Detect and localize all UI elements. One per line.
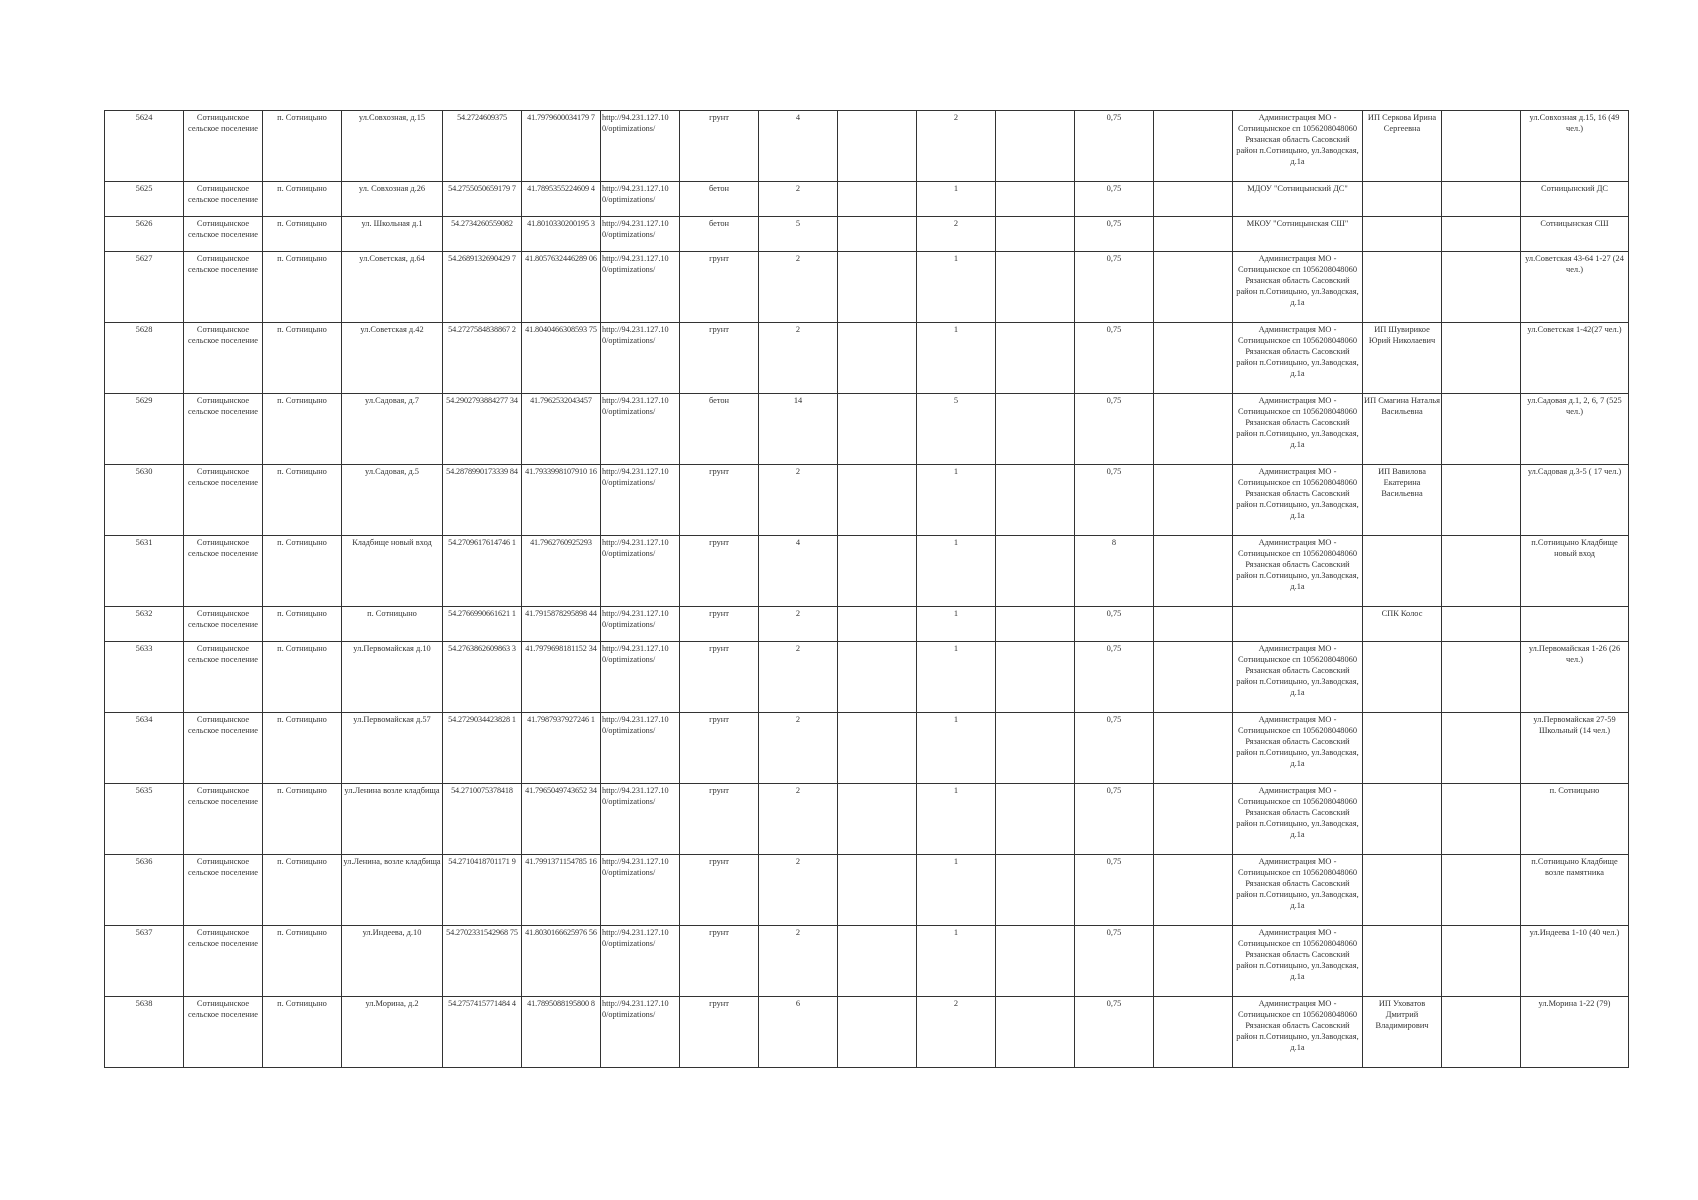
cell-locality: п. Сотницыно xyxy=(263,926,342,997)
cell-latitude: 54.2729034423828 1 xyxy=(443,713,522,784)
cell-empty xyxy=(996,217,1075,252)
cell-latitude: 54.2902793884277 34 xyxy=(443,394,522,465)
table-row xyxy=(105,855,1629,926)
cell-waste-source: Сотницынский ДС xyxy=(1521,182,1629,217)
cell-operator xyxy=(1363,784,1442,855)
cell-settlement: Сотницынское сельское поселение xyxy=(184,217,263,252)
cell-empty xyxy=(996,855,1075,926)
cell-container-count: 2 xyxy=(917,217,996,252)
cell-owner: Администрация МО - Сотницынское сп 1056208048060 Рязанская область Сасовский район п.Сотницыно, ул.Заводская, д.1а xyxy=(1233,926,1363,997)
cell-waste-source: ул.Первомайская 27-59 Школьный (14 чел.) xyxy=(1521,713,1629,784)
cell-address: п. Сотницыно xyxy=(342,607,443,642)
cell-surface-type: грунт xyxy=(680,855,759,926)
cell-site-number: 5626 xyxy=(105,217,184,252)
cell-container-count: 5 xyxy=(917,394,996,465)
table-row xyxy=(105,713,1629,784)
cell-owner: Администрация МО - Сотницынское сп 1056208048060 Рязанская область Сасовский район п.Сотницыно, ул.Заводская, д.1а xyxy=(1233,465,1363,536)
cell-surface-type: грунт xyxy=(680,465,759,536)
cell-owner: Администрация МО - Сотницынское сп 1056208048060 Рязанская область Сасовский район п.Сотницыно, ул.Заводская, д.1а xyxy=(1233,997,1363,1068)
cell-container-volume: 0,75 xyxy=(1075,607,1154,642)
table-row xyxy=(105,997,1629,1068)
cell-longitude: 41.8030166625976 56 xyxy=(522,926,601,997)
cell-settlement: Сотницынское сельское поселение xyxy=(184,997,263,1068)
cell-owner: Администрация МО - Сотницынское сп 1056208048060 Рязанская область Сасовский район п.Сотницыно, ул.Заводская, д.1а xyxy=(1233,111,1363,182)
cell-operator: ИП Смагина Наталья Васильевна xyxy=(1363,394,1442,465)
cell-map-link: http://94.231.127.10 0/optimizations/ xyxy=(601,855,680,926)
cell-surface-type: грунт xyxy=(680,607,759,642)
cell-waste-source: ул.Индеева 1-10 (40 чел.) xyxy=(1521,926,1629,997)
cell-empty xyxy=(1154,111,1233,182)
cell-map-link: http://94.231.127.10 0/optimizations/ xyxy=(601,182,680,217)
cell-locality: п. Сотницыно xyxy=(263,394,342,465)
cell-operator xyxy=(1363,536,1442,607)
cell-area: 14 xyxy=(759,394,838,465)
cell-site-number: 5634 xyxy=(105,713,184,784)
cell-address: ул. Совхозная д.26 xyxy=(342,182,443,217)
cell-longitude: 41.7895088195800 8 xyxy=(522,997,601,1068)
cell-map-link: http://94.231.127.10 0/optimizations/ xyxy=(601,784,680,855)
cell-container-volume: 0,75 xyxy=(1075,217,1154,252)
cell-empty xyxy=(1154,926,1233,997)
cell-operator: СПК Колос xyxy=(1363,607,1442,642)
cell-map-link: http://94.231.127.10 0/optimizations/ xyxy=(601,252,680,323)
cell-settlement: Сотницынское сельское поселение xyxy=(184,111,263,182)
cell-empty xyxy=(1442,997,1521,1068)
cell-settlement: Сотницынское сельское поселение xyxy=(184,926,263,997)
cell-container-count: 1 xyxy=(917,926,996,997)
cell-address: ул.Морина, д.2 xyxy=(342,997,443,1068)
cell-empty xyxy=(838,855,917,926)
cell-empty xyxy=(838,217,917,252)
cell-site-number: 5636 xyxy=(105,855,184,926)
cell-address: ул.Ленина возле кладбища xyxy=(342,784,443,855)
cell-container-count: 2 xyxy=(917,111,996,182)
cell-settlement: Сотницынское сельское поселение xyxy=(184,323,263,394)
cell-empty xyxy=(1442,465,1521,536)
cell-address: ул.Ленина, возле кладбища xyxy=(342,855,443,926)
cell-container-volume: 8 xyxy=(1075,536,1154,607)
cell-map-link: http://94.231.127.10 0/optimizations/ xyxy=(601,607,680,642)
cell-empty xyxy=(1442,713,1521,784)
cell-area: 4 xyxy=(759,111,838,182)
cell-longitude: 41.7979600034179 7 xyxy=(522,111,601,182)
cell-empty xyxy=(838,465,917,536)
cell-locality: п. Сотницыно xyxy=(263,536,342,607)
cell-site-number: 5638 xyxy=(105,997,184,1068)
cell-site-number: 5630 xyxy=(105,465,184,536)
cell-area: 2 xyxy=(759,784,838,855)
cell-empty xyxy=(838,607,917,642)
cell-owner: Администрация МО - Сотницынское сп 1056208048060 Рязанская область Сасовский район п.Сотницыно, ул.Заводская, д.1а xyxy=(1233,536,1363,607)
cell-waste-source: п. Сотницыно xyxy=(1521,784,1629,855)
cell-empty xyxy=(996,997,1075,1068)
cell-container-count: 1 xyxy=(917,642,996,713)
cell-surface-type: грунт xyxy=(680,713,759,784)
cell-address: ул. Школьная д.1 xyxy=(342,217,443,252)
cell-empty xyxy=(1442,784,1521,855)
cell-empty xyxy=(1154,642,1233,713)
cell-longitude: 41.7962760925293 xyxy=(522,536,601,607)
cell-empty xyxy=(996,323,1075,394)
cell-container-volume: 0,75 xyxy=(1075,182,1154,217)
table-row xyxy=(105,252,1629,323)
cell-owner: Администрация МО - Сотницынское сп 1056208048060 Рязанская область Сасовский район п.Сотницыно, ул.Заводская, д.1а xyxy=(1233,252,1363,323)
cell-area: 4 xyxy=(759,536,838,607)
cell-empty xyxy=(1154,997,1233,1068)
cell-settlement: Сотницынское сельское поселение xyxy=(184,855,263,926)
cell-operator xyxy=(1363,182,1442,217)
cell-empty xyxy=(838,111,917,182)
cell-locality: п. Сотницыно xyxy=(263,323,342,394)
cell-empty xyxy=(838,713,917,784)
cell-address: ул.Садовая, д.5 xyxy=(342,465,443,536)
cell-empty xyxy=(1154,182,1233,217)
cell-map-link: http://94.231.127.10 0/optimizations/ xyxy=(601,536,680,607)
cell-map-link: http://94.231.127.10 0/optimizations/ xyxy=(601,926,680,997)
cell-site-number: 5637 xyxy=(105,926,184,997)
cell-address: ул.Садовая, д.7 xyxy=(342,394,443,465)
cell-operator xyxy=(1363,855,1442,926)
cell-area: 2 xyxy=(759,926,838,997)
cell-empty xyxy=(838,536,917,607)
cell-operator xyxy=(1363,252,1442,323)
cell-site-number: 5627 xyxy=(105,252,184,323)
cell-address: ул.Первомайская д.10 xyxy=(342,642,443,713)
cell-container-count: 2 xyxy=(917,997,996,1068)
cell-latitude: 54.2755050659179 7 xyxy=(443,182,522,217)
cell-empty xyxy=(1442,111,1521,182)
cell-empty xyxy=(996,926,1075,997)
cell-waste-source xyxy=(1521,607,1629,642)
cell-settlement: Сотницынское сельское поселение xyxy=(184,713,263,784)
cell-latitude: 54.2710075378418 xyxy=(443,784,522,855)
table-row xyxy=(105,642,1629,713)
cell-operator: ИП Шувирикое Юрий Николаевич xyxy=(1363,323,1442,394)
table-row xyxy=(105,784,1629,855)
cell-container-volume: 0,75 xyxy=(1075,997,1154,1068)
cell-site-number: 5632 xyxy=(105,607,184,642)
cell-empty xyxy=(838,182,917,217)
cell-container-volume: 0,75 xyxy=(1075,926,1154,997)
cell-owner xyxy=(1233,607,1363,642)
cell-owner: Администрация МО - Сотницынское сп 1056208048060 Рязанская область Сасовский район п.Сотницыно, ул.Заводская, д.1а xyxy=(1233,323,1363,394)
cell-locality: п. Сотницыно xyxy=(263,784,342,855)
cell-site-number: 5625 xyxy=(105,182,184,217)
cell-operator xyxy=(1363,713,1442,784)
cell-settlement: Сотницынское сельское поселение xyxy=(184,252,263,323)
cell-owner: МКОУ "Сотницынская СШ" xyxy=(1233,217,1363,252)
cell-container-volume: 0,75 xyxy=(1075,713,1154,784)
cell-empty xyxy=(838,926,917,997)
cell-container-volume: 0,75 xyxy=(1075,465,1154,536)
cell-locality: п. Сотницыно xyxy=(263,713,342,784)
cell-waste-source: ул.Садовая д.1, 2, 6, 7 (525 чел.) xyxy=(1521,394,1629,465)
cell-locality: п. Сотницыно xyxy=(263,855,342,926)
cell-latitude: 54.2734260559082 xyxy=(443,217,522,252)
cell-waste-source: п.Сотницыно Кладбище возле памятника xyxy=(1521,855,1629,926)
cell-empty xyxy=(996,784,1075,855)
table-row xyxy=(105,607,1629,642)
cell-operator: ИП Вавилова Екатерина Васильевна xyxy=(1363,465,1442,536)
cell-settlement: Сотницынское сельское поселение xyxy=(184,642,263,713)
cell-container-count: 1 xyxy=(917,855,996,926)
cell-waste-source: Сотницынская СШ xyxy=(1521,217,1629,252)
cell-owner: МДОУ "Сотницынский ДС" xyxy=(1233,182,1363,217)
cell-latitude: 54.2878990173339 84 xyxy=(443,465,522,536)
cell-latitude: 54.2727584838867 2 xyxy=(443,323,522,394)
cell-waste-source: ул.Морина 1-22 (79) xyxy=(1521,997,1629,1068)
cell-longitude: 41.7979698181152 34 xyxy=(522,642,601,713)
cell-empty xyxy=(996,465,1075,536)
cell-address: Кладбище новый вход xyxy=(342,536,443,607)
cell-longitude: 41.7915878295898 44 xyxy=(522,607,601,642)
cell-longitude: 41.8040466308593 75 xyxy=(522,323,601,394)
cell-empty xyxy=(1442,182,1521,217)
cell-waste-source: ул.Садовая д.3-5 ( 17 чел.) xyxy=(1521,465,1629,536)
cell-map-link: http://94.231.127.10 0/optimizations/ xyxy=(601,997,680,1068)
cell-empty xyxy=(1154,394,1233,465)
cell-empty xyxy=(996,713,1075,784)
cell-surface-type: грунт xyxy=(680,926,759,997)
cell-empty xyxy=(1442,536,1521,607)
cell-site-number: 5631 xyxy=(105,536,184,607)
table-row xyxy=(105,926,1629,997)
cell-waste-source: ул.Советская 43-64 1-27 (24 чел.) xyxy=(1521,252,1629,323)
cell-owner: Администрация МО - Сотницынское сп 1056208048060 Рязанская область Сасовский район п.Сотницыно, ул.Заводская, д.1а xyxy=(1233,713,1363,784)
cell-map-link: http://94.231.127.10 0/optimizations/ xyxy=(601,394,680,465)
cell-empty xyxy=(996,252,1075,323)
cell-latitude: 54.2763862609863 3 xyxy=(443,642,522,713)
cell-locality: п. Сотницыно xyxy=(263,182,342,217)
cell-owner: Администрация МО - Сотницынское сп 1056208048060 Рязанская область Сасовский район п.Сотницыно, ул.Заводская, д.1а xyxy=(1233,642,1363,713)
cell-map-link: http://94.231.127.10 0/optimizations/ xyxy=(601,323,680,394)
cell-map-link: http://94.231.127.10 0/optimizations/ xyxy=(601,217,680,252)
cell-empty xyxy=(1154,713,1233,784)
table-row xyxy=(105,536,1629,607)
cell-latitude: 54.2709617614746 1 xyxy=(443,536,522,607)
cell-container-count: 1 xyxy=(917,784,996,855)
cell-waste-source: ул.Совхозная д.15, 16 (49 чел.) xyxy=(1521,111,1629,182)
cell-latitude: 54.2724609375 xyxy=(443,111,522,182)
cell-locality: п. Сотницыно xyxy=(263,252,342,323)
cell-surface-type: бетон xyxy=(680,394,759,465)
cell-empty xyxy=(1442,323,1521,394)
cell-site-number: 5635 xyxy=(105,784,184,855)
cell-container-volume: 0,75 xyxy=(1075,252,1154,323)
table-row xyxy=(105,323,1629,394)
cell-settlement: Сотницынское сельское поселение xyxy=(184,784,263,855)
cell-empty xyxy=(996,182,1075,217)
table-row xyxy=(105,394,1629,465)
cell-locality: п. Сотницыно xyxy=(263,465,342,536)
table-row xyxy=(105,111,1629,182)
cell-site-number: 5629 xyxy=(105,394,184,465)
cell-settlement: Сотницынское сельское поселение xyxy=(184,465,263,536)
cell-surface-type: грунт xyxy=(680,642,759,713)
cell-map-link: http://94.231.127.10 0/optimizations/ xyxy=(601,642,680,713)
cell-empty xyxy=(996,394,1075,465)
cell-address: ул.Советская, д.64 xyxy=(342,252,443,323)
cell-longitude: 41.8057632446289 06 xyxy=(522,252,601,323)
cell-surface-type: грунт xyxy=(680,111,759,182)
cell-latitude: 54.2710418701171 9 xyxy=(443,855,522,926)
cell-container-count: 1 xyxy=(917,323,996,394)
cell-site-number: 5633 xyxy=(105,642,184,713)
cell-empty xyxy=(1442,926,1521,997)
cell-container-count: 1 xyxy=(917,252,996,323)
cell-container-count: 1 xyxy=(917,182,996,217)
cell-operator xyxy=(1363,642,1442,713)
cell-address: ул.Первомайская д.57 xyxy=(342,713,443,784)
cell-surface-type: грунт xyxy=(680,997,759,1068)
cell-map-link: http://94.231.127.10 0/optimizations/ xyxy=(601,713,680,784)
table-row xyxy=(105,182,1629,217)
cell-longitude: 41.7962532043457 xyxy=(522,394,601,465)
cell-empty xyxy=(1154,465,1233,536)
cell-surface-type: грунт xyxy=(680,784,759,855)
cell-area: 2 xyxy=(759,607,838,642)
cell-container-count: 1 xyxy=(917,713,996,784)
cell-empty xyxy=(1154,217,1233,252)
cell-area: 6 xyxy=(759,997,838,1068)
cell-locality: п. Сотницыно xyxy=(263,607,342,642)
cell-container-volume: 0,75 xyxy=(1075,323,1154,394)
cell-locality: п. Сотницыно xyxy=(263,111,342,182)
cell-surface-type: грунт xyxy=(680,252,759,323)
cell-area: 2 xyxy=(759,465,838,536)
cell-owner: Администрация МО - Сотницынское сп 1056208048060 Рязанская область Сасовский район п.Сотницыно, ул.Заводская, д.1а xyxy=(1233,855,1363,926)
registry-body xyxy=(105,111,1629,1068)
cell-owner: Администрация МО - Сотницынское сп 1056208048060 Рязанская область Сасовский район п.Сотницыно, ул.Заводская, д.1а xyxy=(1233,394,1363,465)
cell-area: 2 xyxy=(759,252,838,323)
cell-longitude: 41.7987937927246 1 xyxy=(522,713,601,784)
cell-waste-source: п.Сотницыно Кладбище новый вход xyxy=(1521,536,1629,607)
cell-area: 2 xyxy=(759,323,838,394)
cell-latitude: 54.2702331542968 75 xyxy=(443,926,522,997)
cell-empty xyxy=(1442,252,1521,323)
cell-longitude: 41.7933998107910 16 xyxy=(522,465,601,536)
cell-locality: п. Сотницыно xyxy=(263,217,342,252)
cell-empty xyxy=(1442,217,1521,252)
cell-longitude: 41.8010330200195 3 xyxy=(522,217,601,252)
cell-locality: п. Сотницыно xyxy=(263,997,342,1068)
cell-container-count: 1 xyxy=(917,465,996,536)
cell-empty xyxy=(996,642,1075,713)
cell-site-number: 5628 xyxy=(105,323,184,394)
cell-container-volume: 0,75 xyxy=(1075,855,1154,926)
cell-empty xyxy=(1154,323,1233,394)
cell-area: 2 xyxy=(759,713,838,784)
cell-empty xyxy=(838,323,917,394)
cell-settlement: Сотницынское сельское поселение xyxy=(184,536,263,607)
cell-longitude: 41.7965049743652 34 xyxy=(522,784,601,855)
cell-empty xyxy=(838,642,917,713)
document-sheet xyxy=(104,110,1624,1068)
cell-empty xyxy=(1442,394,1521,465)
cell-site-number: 5624 xyxy=(105,111,184,182)
cell-container-volume: 0,75 xyxy=(1075,784,1154,855)
table-row xyxy=(105,465,1629,536)
cell-container-count: 1 xyxy=(917,536,996,607)
cell-surface-type: грунт xyxy=(680,323,759,394)
cell-empty xyxy=(838,252,917,323)
cell-settlement: Сотницынское сельское поселение xyxy=(184,607,263,642)
cell-operator: ИП Серкова Ирина Сергеевна xyxy=(1363,111,1442,182)
cell-latitude: 54.2766990661621 1 xyxy=(443,607,522,642)
cell-map-link: http://94.231.127.10 0/optimizations/ xyxy=(601,111,680,182)
cell-area: 5 xyxy=(759,217,838,252)
cell-address: ул.Совхозная, д.15 xyxy=(342,111,443,182)
cell-container-count: 1 xyxy=(917,607,996,642)
cell-area: 2 xyxy=(759,855,838,926)
cell-operator xyxy=(1363,926,1442,997)
cell-empty xyxy=(1154,855,1233,926)
cell-waste-source: ул.Советская 1-42(27 чел.) xyxy=(1521,323,1629,394)
cell-operator xyxy=(1363,217,1442,252)
cell-area: 2 xyxy=(759,642,838,713)
cell-empty xyxy=(1442,855,1521,926)
cell-empty xyxy=(1442,607,1521,642)
waste-site-registry-table xyxy=(104,110,1629,1068)
cell-settlement: Сотницынское сельское поселение xyxy=(184,182,263,217)
cell-surface-type: бетон xyxy=(680,182,759,217)
cell-empty xyxy=(838,394,917,465)
cell-latitude: 54.2757415771484 4 xyxy=(443,997,522,1068)
cell-empty xyxy=(1154,607,1233,642)
cell-area: 2 xyxy=(759,182,838,217)
cell-empty xyxy=(838,997,917,1068)
cell-operator: ИП Уховатов Дмитрий Владимирович xyxy=(1363,997,1442,1068)
cell-container-volume: 0,75 xyxy=(1075,111,1154,182)
cell-settlement: Сотницынское сельское поселение xyxy=(184,394,263,465)
cell-empty xyxy=(996,536,1075,607)
cell-latitude: 54.2689132690429 7 xyxy=(443,252,522,323)
cell-empty xyxy=(1154,784,1233,855)
cell-empty xyxy=(1442,642,1521,713)
cell-longitude: 41.7991371154785 16 xyxy=(522,855,601,926)
cell-longitude: 41.7895355224609 4 xyxy=(522,182,601,217)
cell-address: ул.Индеева, д.10 xyxy=(342,926,443,997)
cell-empty xyxy=(1154,536,1233,607)
cell-map-link: http://94.231.127.10 0/optimizations/ xyxy=(601,465,680,536)
cell-empty xyxy=(996,111,1075,182)
cell-surface-type: бетон xyxy=(680,217,759,252)
cell-empty xyxy=(996,607,1075,642)
cell-locality: п. Сотницыно xyxy=(263,642,342,713)
cell-container-volume: 0,75 xyxy=(1075,394,1154,465)
table-row xyxy=(105,217,1629,252)
cell-empty xyxy=(1154,252,1233,323)
cell-owner: Администрация МО - Сотницынское сп 1056208048060 Рязанская область Сасовский район п.Сотницыно, ул.Заводская, д.1а xyxy=(1233,784,1363,855)
cell-container-volume: 0,75 xyxy=(1075,642,1154,713)
cell-empty xyxy=(838,784,917,855)
cell-address: ул.Советская д.42 xyxy=(342,323,443,394)
cell-waste-source: ул.Первомайская 1-26 (26 чел.) xyxy=(1521,642,1629,713)
cell-surface-type: грунт xyxy=(680,536,759,607)
